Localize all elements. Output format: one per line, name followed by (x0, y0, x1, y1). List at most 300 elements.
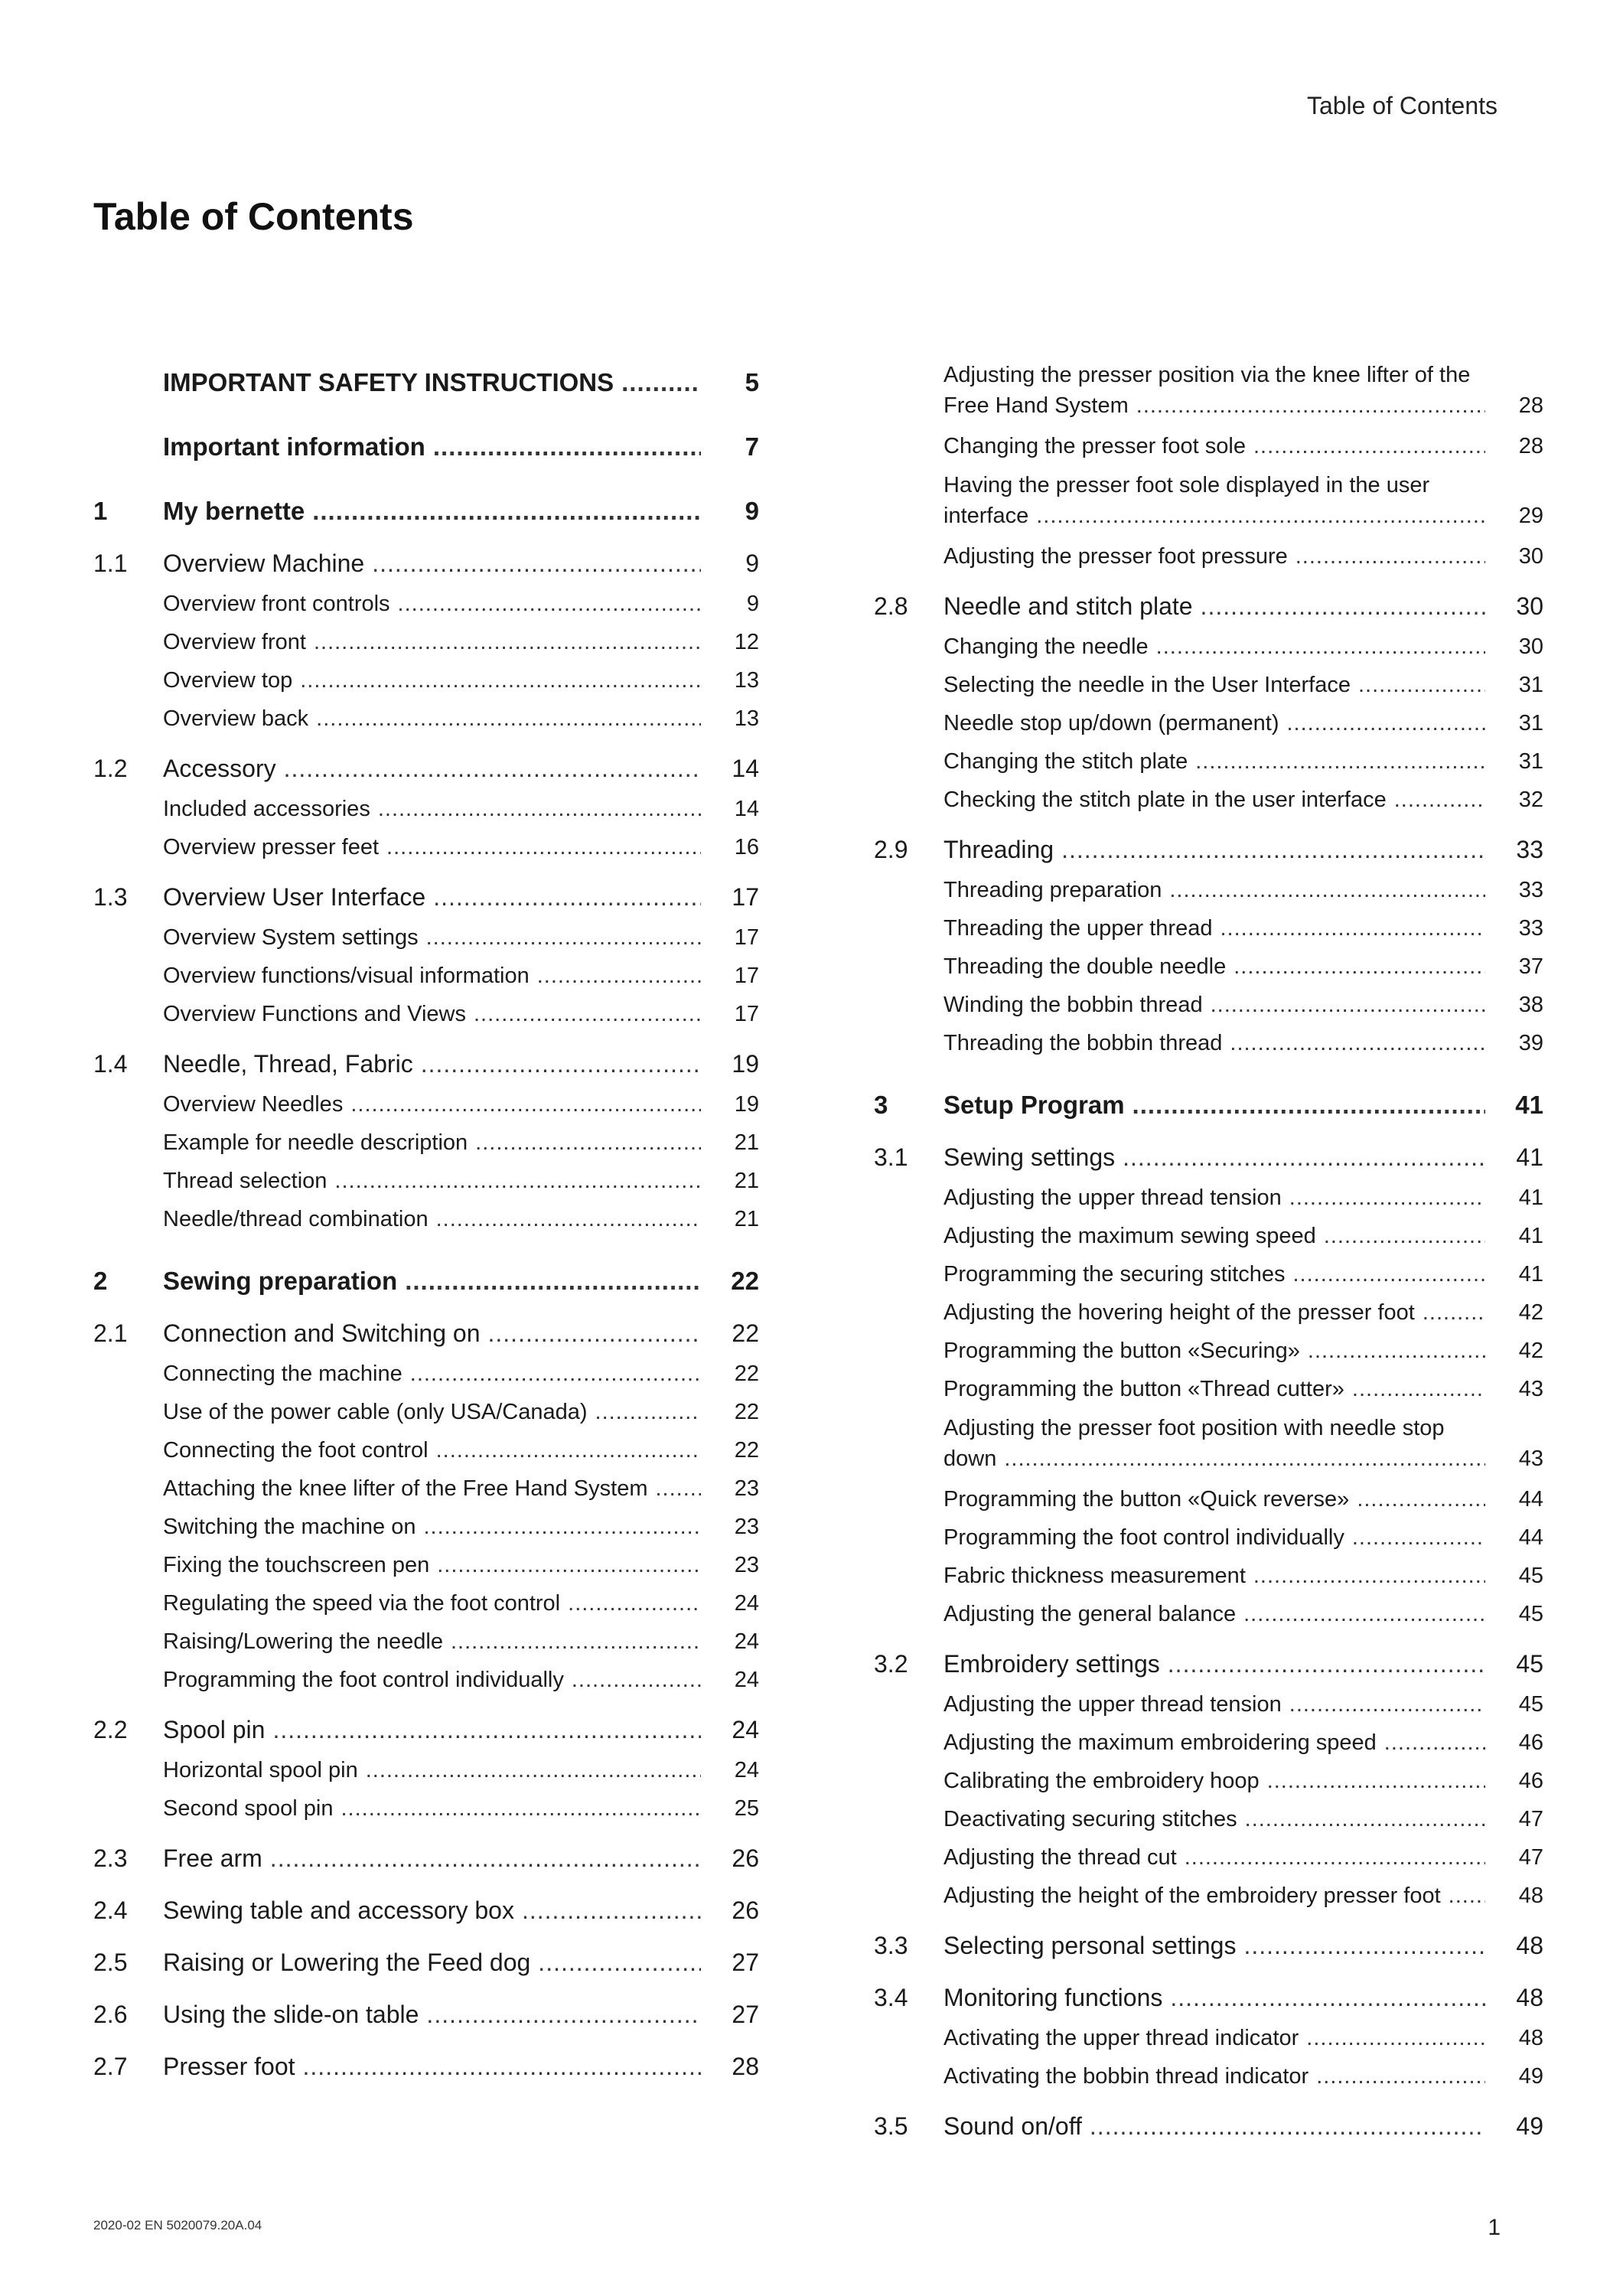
toc-entry-title: Adjusting the presser foot pressure (943, 544, 1288, 569)
toc-entry[interactable] (874, 1563, 1543, 1589)
toc-entry[interactable] (874, 1261, 1543, 1287)
toc-entry-title: Checking the stitch plate in the user interface (943, 788, 1387, 812)
toc-entry[interactable] (874, 1649, 1543, 1679)
toc-entry-title: Adjusting the height of the embroidery presser foot (943, 1883, 1441, 1908)
toc-entry[interactable] (874, 1930, 1543, 1961)
toc-entry-title: Fixing the touchscreen pen (163, 1553, 430, 1577)
toc-entry-page: 24 (734, 1668, 759, 1692)
toc-entry[interactable] (874, 1525, 1543, 1551)
dot-leader (1243, 1601, 1485, 1627)
toc-entry-number: 1 (93, 497, 108, 525)
toc-entry[interactable] (874, 834, 1543, 865)
toc-entry-title: Monitoring functions (943, 1984, 1163, 2011)
dot-leader (1245, 1806, 1485, 1832)
toc-entry-title: Adjusting the general balance (943, 1602, 1237, 1626)
toc-entry[interactable] (93, 1667, 759, 1693)
toc-entry-title: Overview top (163, 668, 293, 693)
toc-entry-title: Sewing table and accessory box (163, 1896, 514, 1924)
toc-entry-page: 24 (734, 1629, 759, 1654)
dot-leader (568, 1590, 701, 1616)
dot-leader (270, 1843, 701, 1874)
toc-entry-title: Adjusting the presser foot position with needle stop (943, 1416, 1445, 1440)
toc-entry-page: 41 (1515, 1091, 1543, 1119)
toc-entry[interactable] (93, 2051, 759, 2082)
toc-entry-number: 1.2 (93, 755, 128, 782)
toc-entry-title: Calibrating the embroidery hoop (943, 1769, 1260, 1793)
toc-entry-page: 47 (1518, 1845, 1543, 1870)
toc-entry-number: 3 (874, 1091, 888, 1119)
toc-entry[interactable] (93, 882, 759, 912)
toc-entry-number: 2.7 (93, 2053, 128, 2080)
dot-leader (475, 1130, 701, 1156)
toc-entry[interactable] (874, 1413, 1543, 1474)
toc-entry-title: Changing the presser foot sole (943, 434, 1246, 458)
toc-entry[interactable] (93, 1130, 759, 1156)
toc-entry-title: Deactivating securing stitches (943, 1807, 1237, 1831)
dot-leader (386, 834, 701, 860)
toc-entry[interactable] (93, 1999, 759, 2030)
dot-leader (1352, 1525, 1485, 1551)
dot-leader (522, 1895, 701, 1926)
toc-entry[interactable] (874, 748, 1543, 775)
toc-entry[interactable] (874, 1376, 1543, 1402)
toc-entry[interactable] (93, 1476, 759, 1502)
toc-entry[interactable] (93, 753, 759, 784)
toc-entry-page: 29 (1518, 504, 1543, 528)
toc-entry[interactable] (93, 548, 759, 579)
toc-entry-title: Programming the securing stitches (943, 1262, 1286, 1287)
toc-entry-page: 19 (734, 1092, 759, 1117)
toc-entry-title: Having the presser foot sole displayed in the user (943, 473, 1430, 497)
dot-leader (398, 591, 701, 617)
toc-entry-number: 3.2 (874, 1650, 908, 1678)
toc-entry[interactable] (93, 925, 759, 951)
toc-entry-title: Overview front (163, 630, 306, 654)
toc-entry-page: 31 (1518, 749, 1543, 774)
toc-entry-title: Connection and Switching on (163, 1319, 481, 1347)
toc-entry[interactable] (93, 1590, 759, 1616)
toc-entry-title: Fabric thickness measurement (943, 1564, 1246, 1588)
dot-leader (1449, 1883, 1485, 1909)
toc-entry-title: Programming the foot control individually (163, 1668, 564, 1692)
toc-entry[interactable] (93, 1318, 759, 1349)
dot-leader (1201, 591, 1485, 621)
toc-entry-page: 23 (734, 1476, 759, 1501)
toc-entry-page: 45 (1518, 1692, 1543, 1717)
toc-entry[interactable] (874, 954, 1543, 980)
toc-entry[interactable] (874, 1030, 1543, 1056)
toc-entry-title: Thread selection (163, 1169, 328, 1193)
toc-entry-page: 33 (1518, 916, 1543, 941)
toc-entry-title: Accessory (163, 755, 276, 782)
toc-entry-page: 22 (734, 1362, 759, 1386)
toc-entry[interactable] (874, 360, 1543, 421)
toc-entry-page: 30 (1518, 544, 1543, 569)
toc-entry-number: 3.3 (874, 1932, 908, 1959)
toc-entry[interactable] (874, 591, 1543, 621)
dot-leader (621, 367, 701, 398)
toc-entry-title: Threading preparation (943, 878, 1162, 902)
toc-entry[interactable] (874, 470, 1543, 531)
dot-leader (1169, 877, 1485, 903)
toc-entry-title: Overview back (163, 706, 309, 731)
toc-entry-title: My bernette (163, 497, 305, 525)
toc-entry-page: 31 (1518, 711, 1543, 735)
toc-entry[interactable] (874, 1486, 1543, 1512)
toc-entry[interactable] (874, 634, 1543, 660)
dot-leader (1295, 543, 1485, 569)
toc-entry-title: Changing the needle (943, 634, 1149, 659)
toc-entry-page: 43 (1518, 1446, 1543, 1471)
dot-leader (437, 1552, 701, 1578)
toc-entry-page: 31 (1518, 673, 1543, 697)
toc-entry-title: Adjusting the maximum embroidering speed (943, 1730, 1377, 1755)
toc-entry-page: 21 (734, 1130, 759, 1155)
toc-entry-page: 17 (734, 925, 759, 950)
toc-entry[interactable] (93, 367, 759, 398)
toc-entry-page: 9 (746, 592, 759, 616)
dot-leader (303, 2051, 701, 2082)
toc-entry[interactable] (874, 1768, 1543, 1794)
toc-entry[interactable] (874, 2111, 1543, 2141)
toc-entry-title: Adjusting the hovering height of the presser foot (943, 1300, 1415, 1325)
dot-leader (1195, 748, 1485, 775)
toc-entry-title: Activating the upper thread indicator (943, 2026, 1299, 2050)
dot-leader (426, 1999, 701, 2030)
toc-entry[interactable] (93, 432, 759, 462)
toc-entry-page: 46 (1518, 1769, 1543, 1793)
dot-leader (1170, 1982, 1485, 2013)
dot-leader (334, 1168, 701, 1194)
toc-entry[interactable] (93, 1266, 759, 1296)
toc-entry-page: 46 (1518, 1730, 1543, 1755)
toc-entry[interactable] (874, 877, 1543, 903)
toc-entry-number: 2.3 (93, 1844, 128, 1872)
dot-leader (341, 1795, 702, 1821)
toc-entry-title: Activating the bobbin thread indicator (943, 2064, 1309, 2089)
toc-entry-page: 23 (734, 1553, 759, 1577)
toc-entry-number: 1.4 (93, 1050, 128, 1078)
dot-leader (378, 796, 701, 822)
dot-leader (433, 882, 701, 912)
toc-entry-page: 24 (734, 1591, 759, 1616)
toc-entry-title: Adjusting the upper thread tension (943, 1692, 1282, 1717)
dot-leader (1243, 1930, 1485, 1961)
toc-entry-number: 2.1 (93, 1319, 128, 1347)
toc-entry-page: 48 (1518, 1883, 1543, 1908)
toc-entry-title: Needle and stitch plate (943, 592, 1193, 620)
toc-entry-page: 32 (1518, 788, 1543, 812)
dot-leader (656, 1476, 702, 1502)
toc-entry[interactable] (874, 710, 1543, 736)
dot-leader (1357, 1486, 1485, 1512)
toc-entry-title: Needle/thread combination (163, 1207, 429, 1231)
toc-entry-title-continued: Free Hand System (943, 393, 1129, 418)
toc-entry[interactable] (874, 1806, 1543, 1832)
toc-entry-page: 23 (734, 1515, 759, 1539)
dot-leader (1156, 634, 1485, 660)
toc-entry[interactable] (93, 496, 759, 527)
toc-entry-title: Needle stop up/down (permanent) (943, 711, 1279, 735)
toc-entry-page: 24 (732, 1716, 759, 1743)
toc-entry-title: Overview System settings (163, 925, 419, 950)
toc-entry[interactable] (93, 1399, 759, 1425)
toc-entry-title: Threading (943, 836, 1054, 863)
toc-entry-title: Sewing settings (943, 1143, 1116, 1171)
toc-entry-number: 2.8 (874, 592, 908, 620)
toc-entry[interactable] (874, 787, 1543, 813)
toc-entry-page: 12 (734, 630, 759, 654)
dot-leader (1289, 1691, 1485, 1717)
toc-entry-title: Needle, Thread, Fabric (163, 1050, 413, 1078)
toc-entry-title: Horizontal spool pin (163, 1758, 358, 1782)
toc-entry-number: 2.9 (874, 836, 908, 863)
toc-entry-page: 49 (1518, 2064, 1543, 2089)
toc-entry-page: 37 (1518, 954, 1543, 979)
toc-entry-page: 13 (734, 706, 759, 731)
toc-entry-page: 41 (1518, 1224, 1543, 1248)
toc-entry[interactable] (93, 834, 759, 860)
dot-leader (410, 1361, 701, 1387)
toc-entry[interactable] (93, 1629, 759, 1655)
toc-entry-title: Adjusting the maximum sewing speed (943, 1224, 1316, 1248)
toc-entry[interactable] (93, 667, 759, 693)
toc-entry-page: 14 (734, 797, 759, 821)
toc-entry-page: 48 (1516, 1984, 1543, 2011)
toc-entry-title: Using the slide-on table (163, 2001, 419, 2028)
dot-leader (595, 1399, 701, 1425)
toc-entry[interactable] (874, 1730, 1543, 1756)
toc-entry[interactable] (93, 1001, 759, 1027)
toc-entry-number: 2 (93, 1267, 108, 1295)
toc-entry-page: 21 (734, 1207, 759, 1231)
toc-entry-page: 27 (732, 2001, 759, 2028)
dot-leader (1352, 1376, 1485, 1402)
toc-entry[interactable] (874, 2063, 1543, 2089)
dot-leader (451, 1629, 701, 1655)
toc-entry-title: Winding the bobbin thread (943, 993, 1203, 1017)
toc-entry-page: 22 (734, 1400, 759, 1424)
dot-leader (1185, 1844, 1485, 1870)
toc-entry[interactable] (874, 1300, 1543, 1326)
toc-entry-page: 39 (1518, 1031, 1543, 1055)
toc-entry[interactable] (93, 591, 759, 617)
toc-entry-title: Connecting the foot control (163, 1438, 429, 1463)
toc-entry[interactable] (93, 1552, 759, 1578)
toc-entry[interactable] (874, 1223, 1543, 1249)
toc-entry-title: Sewing preparation (163, 1267, 398, 1295)
toc-entry-page: 17 (734, 964, 759, 988)
toc-entry-title: Programming the button «Securing» (943, 1339, 1300, 1363)
page-number: 1 (1488, 2215, 1501, 2240)
toc-entry[interactable] (874, 433, 1543, 459)
toc-entry[interactable] (93, 1049, 759, 1079)
toc-entry-page: 9 (745, 550, 759, 577)
toc-entry-page: 49 (1516, 2112, 1543, 2140)
toc-entry-page: 33 (1516, 836, 1543, 863)
toc-entry[interactable] (93, 1168, 759, 1194)
toc-entry-title: Switching the machine on (163, 1515, 416, 1539)
toc-entry-title: Selecting the needle in the User Interface (943, 673, 1351, 697)
dot-leader (1316, 2063, 1485, 2089)
toc-entry-page: 33 (1518, 878, 1543, 902)
toc-entry[interactable] (874, 1982, 1543, 2013)
toc-entry-title-continued: down (943, 1446, 997, 1471)
toc-entry[interactable] (93, 1757, 759, 1783)
toc-entry[interactable] (93, 1843, 759, 1874)
toc-entry-page: 42 (1518, 1300, 1543, 1325)
toc-entry[interactable] (93, 1947, 759, 1978)
toc-entry-number: 3.4 (874, 1984, 908, 2011)
toc-column-right (874, 360, 1543, 2141)
document-code: 2020-02 EN 5020079.20A.04 (93, 2218, 262, 2232)
toc-entry-title: Adjusting the presser position via the knee lifter of the (943, 363, 1471, 387)
dot-leader (1324, 1223, 1485, 1249)
dot-leader (421, 1049, 701, 1079)
dot-leader (423, 1514, 701, 1540)
toc-entry-title: Programming the button «Quick reverse» (943, 1487, 1350, 1512)
dot-leader (1253, 1563, 1485, 1589)
dot-leader (1036, 501, 1485, 531)
dot-leader (1286, 710, 1485, 736)
toc-entry-number: 1.1 (93, 550, 128, 577)
toc-entry-page: 41 (1516, 1143, 1543, 1171)
toc-entry-page: 14 (732, 755, 759, 782)
dot-leader (436, 1206, 701, 1232)
dot-leader (1308, 1338, 1485, 1364)
toc-entry[interactable] (93, 706, 759, 732)
toc-entry[interactable] (874, 1883, 1543, 1909)
dot-leader (312, 496, 701, 527)
toc-entry-title: Important information (163, 432, 425, 461)
toc-entry[interactable] (874, 672, 1543, 698)
running-header: Table of Contents (1306, 92, 1498, 119)
toc-entry[interactable] (874, 915, 1543, 941)
toc-entry[interactable] (874, 1142, 1543, 1172)
toc-entry-title-continued: interface (943, 504, 1029, 528)
dot-leader (300, 667, 701, 693)
toc-entry-page: 43 (1518, 1377, 1543, 1401)
dot-leader (350, 1091, 701, 1117)
dot-leader (474, 1001, 701, 1027)
toc-entry[interactable] (93, 963, 759, 989)
toc-entry-page: 41 (1518, 1262, 1543, 1287)
page-title: Table of Contents (93, 195, 414, 238)
toc-entry-page: 9 (745, 497, 759, 525)
toc-entry[interactable] (93, 796, 759, 822)
toc-entry-page: 45 (1518, 1564, 1543, 1588)
toc-entry-page: 45 (1516, 1650, 1543, 1678)
toc-entry-title: Overview presser feet (163, 835, 380, 859)
toc-entry-title: Programming the foot control individually (943, 1525, 1344, 1550)
toc-entry-title: Presser foot (163, 2053, 295, 2080)
dot-leader (488, 1318, 702, 1349)
toc-entry-number: 2.6 (93, 2001, 128, 2028)
toc-entry-number: 3.1 (874, 1143, 908, 1171)
dot-leader (366, 1757, 701, 1783)
toc-entry[interactable] (874, 2025, 1543, 2051)
dot-leader (316, 706, 701, 732)
toc-entry[interactable] (874, 1844, 1543, 1870)
dot-leader (1230, 1030, 1485, 1056)
toc-entry-title: Second spool pin (163, 1796, 334, 1821)
dot-leader (272, 1714, 701, 1745)
dot-leader (405, 1266, 701, 1296)
dot-leader (1211, 992, 1485, 1018)
toc-entry[interactable] (874, 1185, 1543, 1211)
toc-entry[interactable] (874, 1691, 1543, 1717)
toc-entry[interactable] (874, 1601, 1543, 1627)
toc-entry-number: 3.5 (874, 2112, 908, 2140)
toc-entry[interactable] (93, 1091, 759, 1117)
toc-column-left (93, 367, 759, 2082)
toc-entry-title: Use of the power cable (only USA/Canada) (163, 1400, 588, 1424)
toc-entry-title: Raising/Lowering the needle (163, 1629, 443, 1654)
toc-entry-title: Included accessories (163, 797, 370, 821)
toc-entry[interactable] (93, 1206, 759, 1232)
dot-leader (1289, 1185, 1485, 1211)
dot-leader (372, 548, 701, 579)
dot-leader (1123, 1142, 1485, 1172)
dot-leader (1220, 915, 1485, 941)
toc-entry-page: 7 (745, 432, 759, 461)
toc-entry[interactable] (874, 992, 1543, 1018)
toc-entry-page: 45 (1518, 1602, 1543, 1626)
toc-entry-title: Overview Needles (163, 1092, 344, 1117)
toc-entry-title: Connecting the machine (163, 1362, 402, 1386)
toc-entry[interactable] (874, 1090, 1543, 1120)
toc-entry-number: 1.3 (93, 883, 128, 911)
toc-entry-title: Overview User Interface (163, 883, 426, 911)
toc-entry-page: 44 (1518, 1525, 1543, 1550)
dot-leader (1234, 954, 1485, 980)
toc-entry[interactable] (93, 1714, 759, 1745)
toc-entry-title: Threading the bobbin thread (943, 1031, 1223, 1055)
toc-entry[interactable] (874, 1338, 1543, 1364)
toc-entry-page: 22 (732, 1319, 759, 1347)
toc-entry-title: Raising or Lowering the Feed dog (163, 1949, 531, 1976)
dot-leader (1394, 787, 1485, 813)
toc-entry-title: Overview Functions and Views (163, 1002, 466, 1026)
toc-entry-page: 19 (732, 1050, 759, 1078)
toc-entry-title: Attaching the knee lifter of the Free Hand System (163, 1476, 648, 1501)
toc-entry-page: 26 (732, 1844, 759, 1872)
toc-entry[interactable] (93, 629, 759, 655)
toc-entry-number: 2.2 (93, 1716, 128, 1743)
dot-leader (433, 432, 701, 462)
toc-entry[interactable] (93, 1795, 759, 1821)
toc-entry-page: 22 (731, 1267, 759, 1295)
toc-entry[interactable] (93, 1361, 759, 1387)
toc-entry-title: Sound on/off (943, 2112, 1082, 2140)
dot-leader (314, 629, 701, 655)
toc-entry-page: 48 (1516, 1932, 1543, 1959)
toc-entry[interactable] (874, 543, 1543, 569)
toc-entry[interactable] (93, 1437, 759, 1463)
toc-entry-page: 26 (732, 1896, 759, 1924)
dot-leader (1168, 1649, 1485, 1679)
toc-entry-page: 13 (734, 668, 759, 693)
toc-entry-title: Threading the double needle (943, 954, 1227, 979)
toc-entry-title: Embroidery settings (943, 1650, 1160, 1678)
toc-entry[interactable] (93, 1895, 759, 1926)
toc-entry[interactable] (93, 1514, 759, 1540)
toc-entry-page: 17 (734, 1002, 759, 1026)
dot-leader (1136, 390, 1485, 421)
toc-entry-page: 38 (1518, 993, 1543, 1017)
toc-entry-page: 28 (1518, 434, 1543, 458)
dot-leader (1004, 1443, 1485, 1474)
